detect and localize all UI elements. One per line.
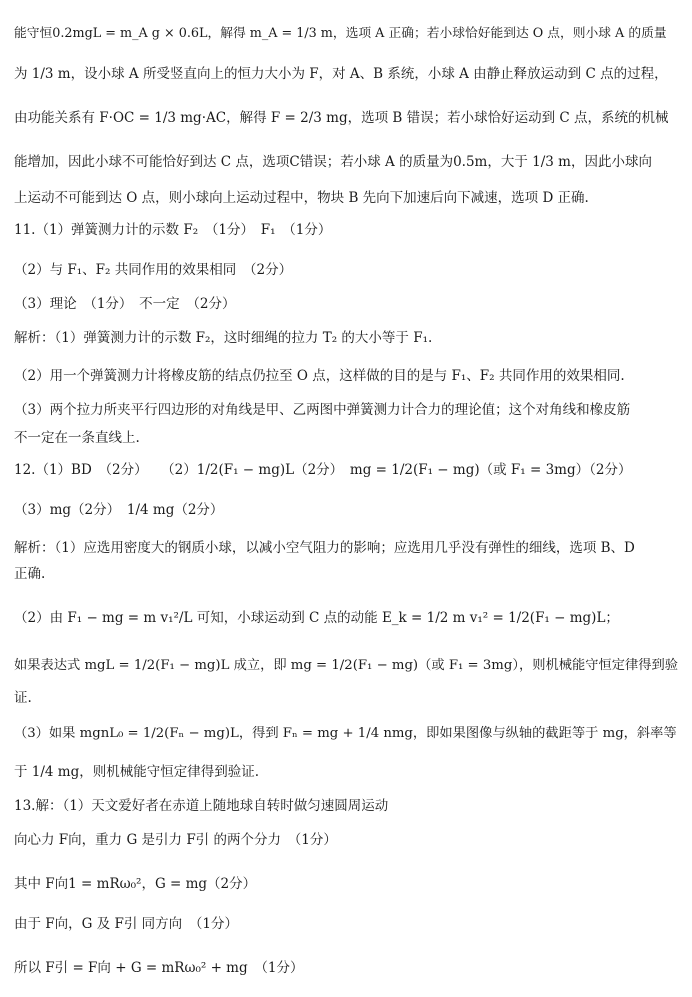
- text-line: （3）如果 mgnL₀ = 1/2(Fₙ − mg)L，得到 Fₙ = mg + 1/4 nmg，即如果图像与纵轴的截距等于 mg，斜率等: [14, 726, 677, 741]
- text-line: 正确.: [14, 566, 46, 582]
- text-line: （2）由 F₁ − mg = m v₁²/L 可知，小球运动到 C 点的动能 E_k = 1/2 m v₁² = 1/2(F₁ − mg)L；: [14, 610, 619, 626]
- text-line: 由功能关系有 F·OC = 1/3 mg·AC，解得 F = 2/3 mg，选项 B 错误；若小球恰好运动到 C 点，系统的机械: [14, 110, 669, 126]
- text-line: 12.（1）BD （2分） （2）1/2(F₁ − mg)L（2分） mg = 1/2(F₁ − mg)（或 F₁ = 3mg）（2分）: [14, 462, 632, 478]
- text-line: 11.（1）弹簧测力计的示数 F₂ （1分） F₁ （1分）: [14, 222, 332, 238]
- text-line: 如果表达式 mgL = 1/2(F₁ − mg)L 成立，即 mg = 1/2(F₁ − mg)（或 F₁ = 3mg），则机械能守恒定律得到验: [14, 658, 678, 673]
- text-line: （3）理论 （1分） 不一定 （2分）: [14, 296, 236, 312]
- text-line: 解析：（1）弹簧测力计的示数 F₂，这时细绳的拉力 T₂ 的大小等于 F₁.: [14, 330, 433, 346]
- text-line: 解析：（1）应选用密度大的钢质小球，以减小空气阻力的影响；应选用几乎没有弹性的细线，选项 B、D: [14, 540, 635, 556]
- text-line: 向心力 F向，重力 G 是引力 F引 的两个分力 （1分）: [14, 832, 337, 848]
- text-line: （3）两个拉力所夹平行四边形的对角线是甲、乙两图中弹簧测力计合力的理论值；这个对角线和橡皮筋: [14, 402, 631, 418]
- text-line: 所以 F引 = F向 + G = mRω₀² + mg （1分）: [14, 960, 304, 976]
- text-line: （2）与 F₁、F₂ 共同作用的效果相同 （2分）: [14, 262, 293, 278]
- text-line: 证.: [14, 690, 32, 706]
- text-line: 13.解：（1）天文爱好者在赤道上随地球自转时做匀速圆周运动: [14, 798, 389, 814]
- text-line: 能守恒0.2mgL = m_A g × 0.6L，解得 m_A = 1/3 m，选项 A 正确；若小球恰好能到达 O 点，则小球 A 的质量: [14, 26, 667, 41]
- text-line: 由于 F向，G 及 F引 同方向 （1分）: [14, 916, 239, 932]
- text-line: 能增加，因此小球不可能恰好到达 C 点，选项C错误；若小球 A 的质量为0.5m，大于 1/3 m，因此小球向: [14, 154, 652, 170]
- text-line: 其中 F向1 = mRω₀²，G = mg（2分）: [14, 876, 257, 892]
- text-line: 为 1/3 m，设小球 A 所受竖直向上的恒力大小为 F，对 A、B 系统，小球 A 由静止释放运动到 C 点的过程，: [14, 66, 668, 82]
- text-line: 于 1/4 mg，则机械能守恒定律得到验证.: [14, 764, 260, 780]
- text-line: 不一定在一条直线上.: [14, 430, 140, 446]
- text-line: 上运动不可能到达 O 点，则小球向上运动过程中，物块 B 先向下加速后向下减速，选项 D 正确.: [14, 190, 589, 206]
- text-line: （3）mg（2分） 1/4 mg（2分）: [14, 502, 224, 518]
- text-line: （2）用一个弹簧测力计将橡皮筋的结点仍拉至 O 点，这样做的目的是与 F₁、F₂ 共同作用的效果相同.: [14, 368, 625, 384]
